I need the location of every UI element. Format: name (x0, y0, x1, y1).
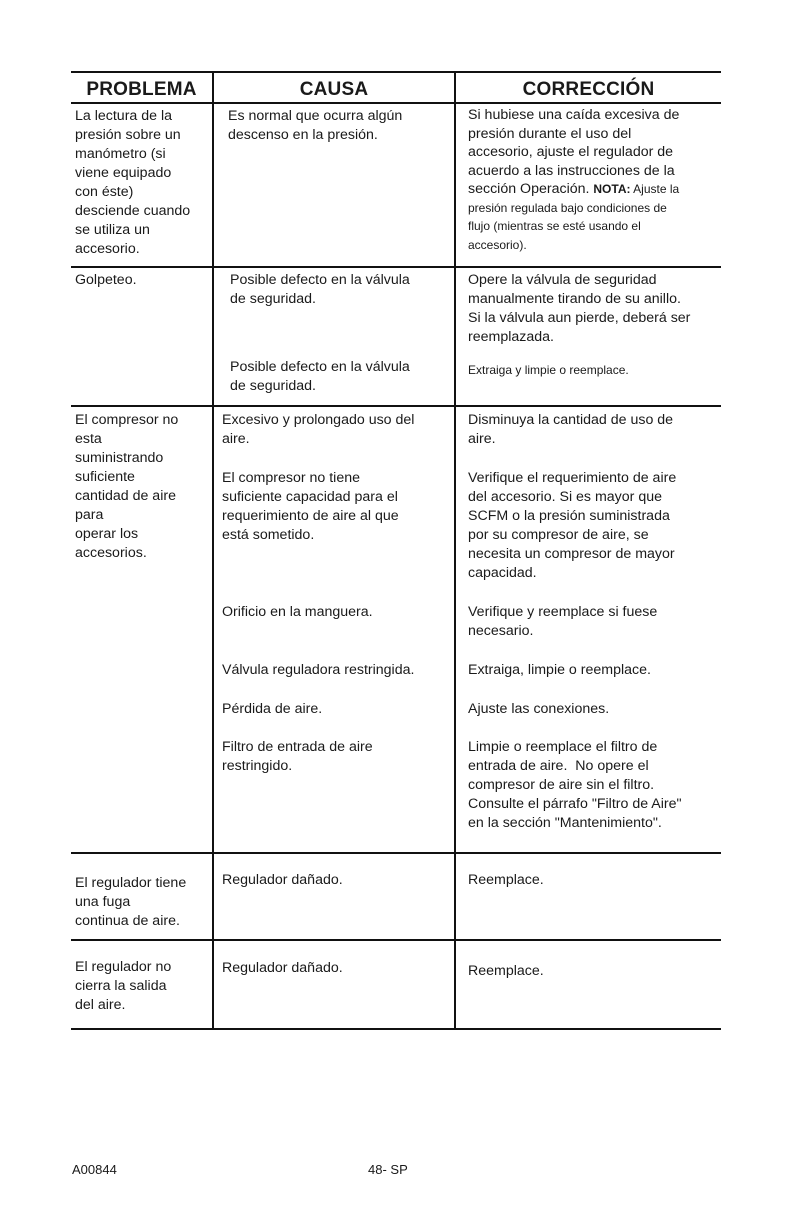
correction-text: Si hubiese una caída excesiva de presión durante el uso del accesorio, ajuste el regulador de acuerdo a las instrucciones de la sección Operación. (468, 107, 680, 197)
row-divider (71, 266, 721, 268)
correction-cell: Opere la válvula de seguridad manualmente tirando de su anillo. Si la válvula aun pierde, deberá ser reemplazada. (468, 272, 691, 345)
problem-cell: El regulador tiene una fuga continua de aire. (75, 875, 187, 929)
troubleshooting-table (71, 71, 721, 1031)
correction-cell: Verifique y reemplace si fuese necesario. (468, 604, 658, 639)
cause-cell: Válvula reguladora restringida. (222, 662, 415, 678)
problem-cell: El compresor no esta suministrando suficiente cantidad de aire para operar los accesorios. (75, 412, 179, 561)
cause-cell: Filtro de entrada de aire restringido. (222, 739, 373, 774)
column-divider (212, 72, 214, 1029)
correction-cell: Reemplace. (468, 872, 544, 888)
column-divider (454, 72, 456, 1029)
correction-cell: Limpie o reemplace el filtro de entrada de aire. No opere el compresor de aire sin el filtro. Consulte el párrafo "Filtro de Aire" en la sección "Mantenimiento". (468, 739, 682, 831)
table-top-border (71, 71, 721, 73)
correction-cell: Ajuste las conexiones. (468, 701, 610, 717)
page-number: 48- SP (368, 1162, 408, 1177)
table-bottom-border (71, 1028, 721, 1030)
cause-cell: Excesivo y prolongado uso del aire. (222, 412, 415, 447)
header-problema: PROBLEMA (86, 79, 197, 100)
header-causa: CAUSA (299, 79, 369, 100)
row-divider (71, 939, 721, 941)
problem-cell: Golpeteo. (75, 272, 137, 288)
nota-label: NOTA: (593, 182, 631, 196)
correction-cell: Extraiga, limpie o reemplace. (468, 662, 651, 678)
cause-cell: Pérdida de aire. (222, 701, 323, 717)
correction-cell: Disminuya la cantidad de uso de aire. (468, 412, 674, 447)
correction-cell: Extraiga y limpie o reemplace. (468, 363, 629, 377)
correction-cell: Reemplace. (468, 963, 544, 979)
cause-cell: Posible defecto en la válvula de seguridad. (230, 359, 410, 394)
nota-text: Ajuste la presión regulada bajo condiciones de flujo (mientras se esté usando el accesorio). (468, 182, 680, 252)
cause-cell: El compresor no tiene suficiente capacidad para el requerimiento de aire al que está sometido. (222, 470, 399, 543)
cause-cell: Posible defecto en la válvula de seguridad. (230, 272, 410, 307)
cause-cell: Es normal que ocurra algún descenso en la presión. (228, 108, 403, 143)
correction-cell: Verifique el requerimiento de aire del accesorio. Si es mayor que SCFM o la presión suministrada por su compresor de aire, se necesita un compresor de mayor capacidad. (468, 470, 677, 581)
problem-cell: La lectura de la presión sobre un manómetro (si viene equipado con éste) desciende cuando se utiliza un accesorio. (75, 108, 191, 257)
row-divider (71, 852, 721, 854)
cause-cell: Orificio en la manguera. (222, 604, 373, 620)
correction-cell (468, 106, 720, 254)
document-code: A00844 (72, 1162, 117, 1177)
row-divider (71, 405, 721, 407)
cause-cell: Regulador dañado. (222, 872, 343, 888)
header-correccion: CORRECCIÓN (522, 79, 655, 100)
problem-cell: El regulador no cierra la salida del aire. (75, 959, 172, 1013)
cause-cell: Regulador dañado. (222, 960, 343, 976)
